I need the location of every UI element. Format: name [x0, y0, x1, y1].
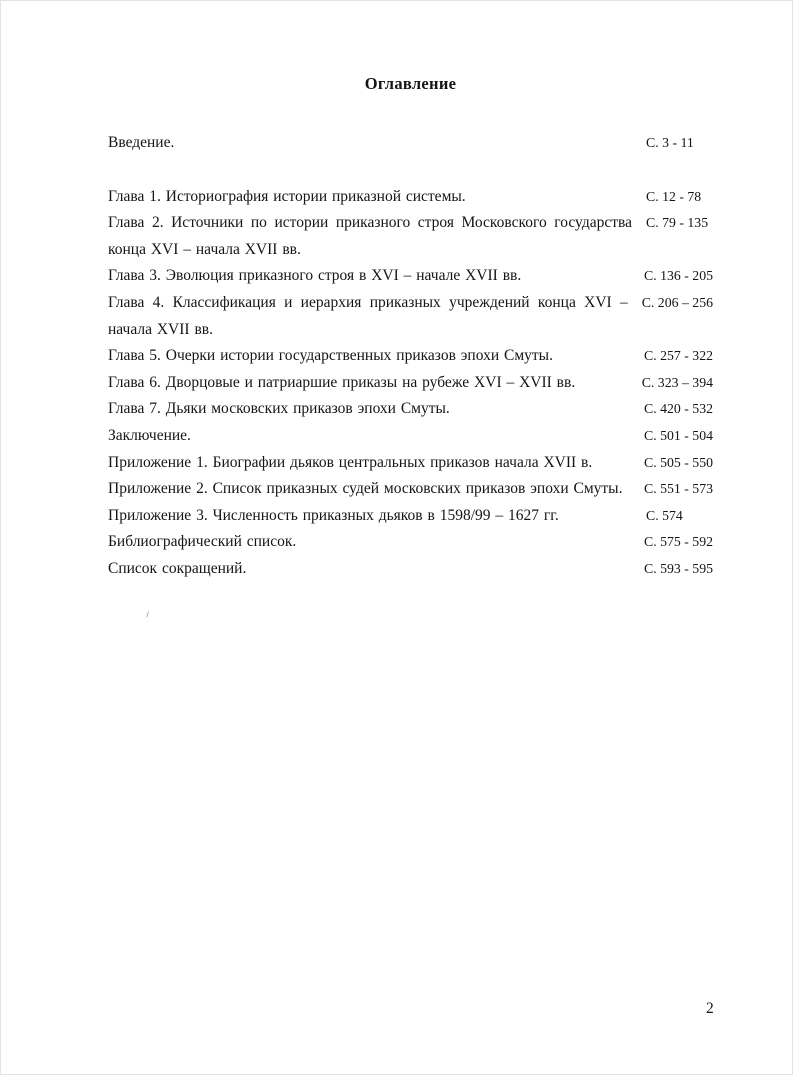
toc-entry-label: Глава 6. Дворцовые и патриаршие приказы на рубеже XVI – XVII вв.: [108, 373, 576, 391]
toc-entry-label: Приложение 1. Биографии дьяков центральных приказов начала XVII в.: [108, 453, 593, 471]
toc-list: [108, 130, 713, 583]
toc-entry: [108, 396, 713, 423]
page-title: Оглавление: [364, 74, 457, 93]
toc-entry-label: Библиографический список.: [108, 533, 297, 551]
toc-entry-pages: С. 12 - 78: [646, 188, 702, 204]
toc-entry: [108, 130, 713, 157]
toc-entry-pages: С. 79 - 135: [646, 215, 709, 231]
toc-entry-pages: С. 574: [646, 507, 683, 523]
toc-entry-pages: С. 3 - 11: [646, 135, 694, 150]
toc-entry-label: Глава 1. Историография истории приказной системы.: [108, 187, 466, 205]
toc-entry: [108, 529, 713, 556]
page-number: 2: [706, 1000, 714, 1017]
toc-entry: [108, 184, 713, 211]
toc-entry-pages: С. 505 - 550: [644, 454, 713, 470]
toc-entry-label: Заключение.: [108, 426, 191, 444]
toc-entry-pages: С. 420 - 532: [644, 401, 713, 417]
toc-entry: [108, 343, 713, 370]
toc-entry: [108, 370, 713, 397]
toc-entry-pages: С. 501 - 504: [644, 427, 713, 443]
toc-entry: [108, 503, 713, 530]
toc-entry: [108, 476, 713, 503]
toc-entry-label: Приложение 2. Список приказных судей московских приказов эпохи Смуты.: [108, 480, 623, 498]
toc-entry-pages: С. 257 - 322: [644, 348, 713, 364]
toc-entry-pages: С. 575 - 592: [644, 534, 713, 550]
toc-entry: [108, 556, 713, 583]
toc-entry-label: Список сокращений.: [108, 559, 247, 577]
toc-entry-label: Глава 5. Очерки истории государственных приказов эпохи Смуты.: [108, 347, 553, 365]
toc-entry-pages: С. 323 – 394: [641, 374, 713, 390]
scan-artifact-mark: [146, 612, 152, 619]
toc-entry-label: Глава 7. Дьяки московских приказов эпохи Смуты.: [108, 400, 450, 418]
toc-entry-pages: С. 206 – 256: [641, 294, 713, 310]
toc-entry: [108, 263, 713, 290]
toc-entry: [108, 450, 713, 477]
toc-entry-label: Введение.: [108, 134, 175, 151]
toc-entry-pages: С. 593 - 595: [644, 560, 713, 576]
toc-entry: [108, 210, 713, 263]
toc-entry: [108, 290, 713, 343]
toc-entry-pages: С. 551 - 573: [644, 481, 713, 497]
toc-entry-label: Приложение 3. Численность приказных дьяков в 1598/99 – 1627 гг.: [108, 506, 559, 524]
toc-entry-label: Глава 4. Классификация и иерархия приказных учреждений конца XVI – начала XVII вв.: [108, 293, 628, 338]
toc-entry: [108, 423, 713, 450]
toc-entry-pages: С. 136 - 205: [644, 268, 713, 284]
toc-entry-label: Глава 2. Источники по истории приказного строя Московского государства конца XVI – начала XVII вв.: [108, 214, 632, 258]
toc-entry-label: Глава 3. Эволюция приказного строя в XVI – начале XVII вв.: [108, 267, 522, 285]
